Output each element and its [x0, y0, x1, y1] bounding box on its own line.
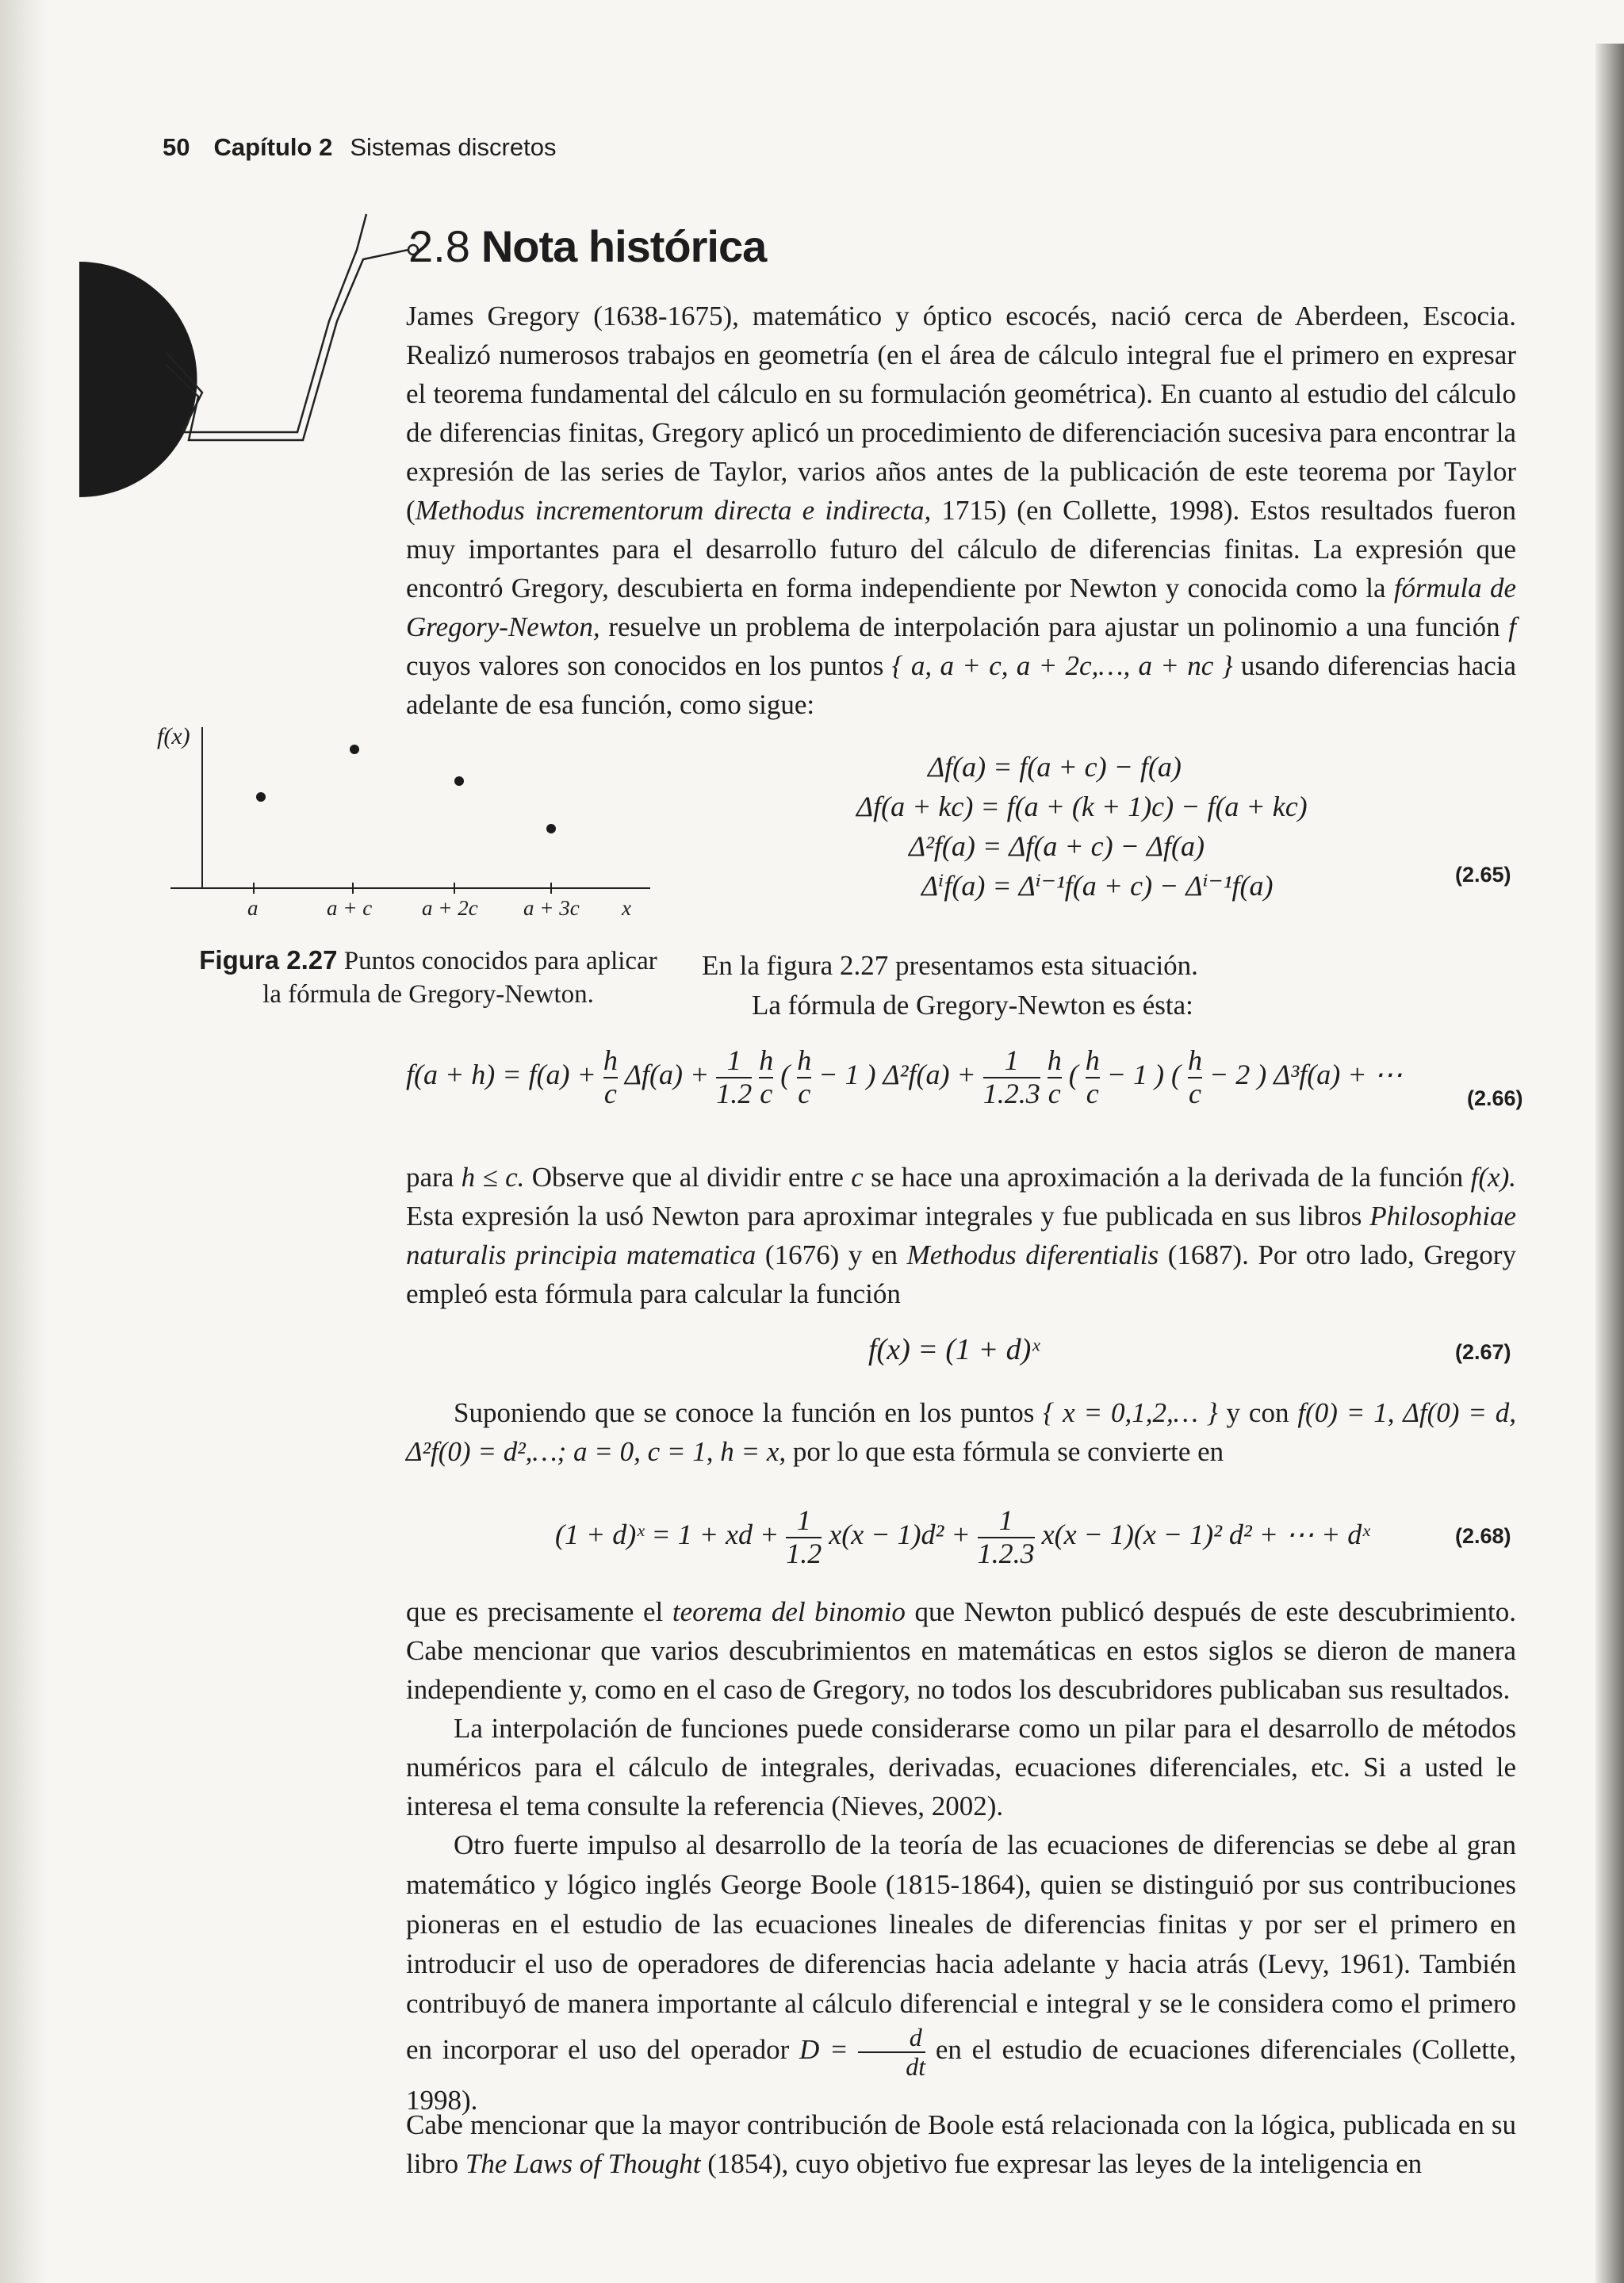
page-number: 50: [163, 133, 190, 161]
paragraph-gregory: [406, 297, 1516, 724]
equation-term: − 1 ) (: [1106, 1058, 1182, 1090]
equation-2-67: f(x) = (1 + d)ˣ: [868, 1333, 1040, 1366]
fraction-denominator: c: [1048, 1077, 1061, 1109]
fraction-denominator: c: [760, 1077, 773, 1109]
fraction-numerator: h: [1085, 1044, 1100, 1076]
figure-caption: [198, 944, 658, 1011]
data-point: [546, 824, 556, 833]
book-title: Methodus incrementorum directa e indirecta,: [415, 495, 932, 526]
equation-line: Δⁱf(a) = Δⁱ⁻¹f(a + c) − Δⁱ⁻¹f(a): [921, 870, 1274, 902]
text-run: para: [406, 1162, 462, 1193]
text-run: Observe que al dividir entre: [524, 1162, 852, 1193]
fraction-numerator: 1: [998, 1504, 1013, 1536]
chapter-label: Capítulo 2: [213, 133, 333, 161]
operator-symbol: D =: [799, 2034, 848, 2066]
book-title: Methodus diferentialis: [906, 1239, 1159, 1270]
intro-line: La fórmula de Gregory-Newton es ésta:: [752, 990, 1193, 1021]
caption-text: Puntos conocidos para aplicar la fórmula de Gregory-Newton.: [262, 947, 657, 1009]
section-number: 2.8: [408, 221, 470, 271]
equation-line: Δf(a) = f(a + c) − f(a): [928, 751, 1182, 783]
fraction-denominator: 1.2: [716, 1077, 753, 1109]
paragraph-boole: [406, 1825, 1516, 2120]
equation-term: − 2 ) Δ³f(a) + ⋯: [1209, 1058, 1403, 1090]
section-decoration-icon: [71, 202, 420, 504]
paragraph-assumptions: [406, 1393, 1516, 1471]
equation-term: Δf(a) +: [624, 1058, 710, 1090]
text-run: (1687). Por otro lado, Gregory empleó esta fórmula para calcular la función: [406, 1239, 1516, 1309]
fraction-denominator: c: [1086, 1077, 1099, 1109]
equation-number: (2.66): [1467, 1086, 1523, 1110]
text-run: James Gregory (1638-1675), matemático y óptico escocés, nació cerca de Aberdeen, Escocia. Realizó numerosos trabajos en geometría (en el área de cálculo integral fue el primero en expresar el teorema fundamental del cálculo en su formulación geométrica). En cuanto al estudio del cálculo de diferencias finitas, Gregory aplicó un procedimiento de diferenciación sucesiva para encontrar la expresión de las series de Taylor, varios años antes de la publicación de este teorema por Taylor (: [406, 301, 1516, 526]
paragraph-interpolation: La interpolación de funciones puede considerarse como un pilar para el desarrollo de métodos numéricos para el cálculo de integrales, derivadas, ecuaciones diferenciales, etc. Si a usted le interesa el tema consulte la referencia (Nieves, 2002).: [406, 1713, 1516, 1821]
section-heading: [408, 220, 766, 273]
fraction-denominator: c: [603, 1077, 617, 1109]
data-point: [454, 776, 464, 786]
fraction-numerator: h: [1047, 1044, 1062, 1076]
running-head: [163, 133, 556, 162]
fraction-numerator: d: [909, 2023, 922, 2051]
equation-2-65: [856, 747, 1396, 906]
equation-number: (2.68): [1455, 1524, 1511, 1548]
text-run: (1854), cuyo objetivo fue expresar las leyes de la inteligencia en: [700, 2148, 1423, 2179]
text-run: 1715) (en Collette, 1998). Estos resultados fueron muy importantes para el desarrollo futuro del cálculo de diferencias finitas. La expresión que encontró Gregory, descubierta en forma independiente por Newton y conocida como la: [406, 495, 1516, 603]
text-run: Esta expresión la usó Newton para aproximar integrales y fue publicada en sus libros: [406, 1201, 1370, 1232]
book-title: Philosophiae naturalis principia matematica: [406, 1201, 1516, 1270]
fraction-numerator: 1: [726, 1044, 741, 1076]
fraction-denominator: c: [1189, 1077, 1201, 1109]
x-tick-label: a + 3c: [523, 896, 580, 920]
equation-lhs: (1 + d)ˣ = 1 + xd +: [555, 1518, 779, 1550]
fraction-denominator: 1.2: [786, 1537, 822, 1569]
text-run: cuyos valores son conocidos en los puntos: [406, 650, 892, 681]
y-axis-label: f(x): [157, 723, 190, 749]
text-run: y con: [1217, 1397, 1298, 1428]
intro-line: En la figura 2.27 presentamos esta situación.: [702, 950, 1198, 981]
equation-line: Δ²f(a) = Δf(a + c) − Δf(a): [909, 830, 1205, 862]
paragraph-newton: [406, 1158, 1516, 1313]
fraction-numerator: h: [1188, 1044, 1203, 1076]
fraction-numerator: h: [797, 1044, 812, 1076]
text-run: por lo que esta fórmula se convierte en: [786, 1436, 1224, 1467]
equation-term: − 1 ) Δ²f(a) +: [818, 1058, 976, 1090]
equation-term: x(x − 1)d² +: [829, 1518, 971, 1550]
math-symbol: c: [851, 1162, 864, 1193]
book-title: The Laws of Thought: [465, 2148, 701, 2179]
x-tick-label: a + c: [327, 896, 373, 920]
x-tick-label: a: [247, 896, 259, 920]
fraction-numerator: h: [603, 1044, 618, 1076]
equation-number: (2.67): [1455, 1340, 1511, 1364]
fraction-numerator: 1: [796, 1504, 811, 1536]
formula-name: fórmula de Gregory-Newton,: [406, 573, 1516, 642]
text-run: usando diferencias hacia adelante de esa función, como sigue:: [406, 650, 1516, 720]
equation-line: Δf(a + kc) = f(a + (k + 1)c) − f(a + kc): [856, 791, 1308, 822]
text-run: que Newton publicó después de este descubrimiento. Cabe mencionar que varios descubrimientos en matemáticas en estos siglos se dieron de manera independiente y, como en el caso de Gregory, no todos los descubridores publicaban sus resultados.: [406, 1596, 1517, 1705]
figure-2-27-plot: [155, 718, 662, 924]
equation-term: (: [1068, 1058, 1078, 1090]
text-run: que es precisamente el: [406, 1596, 672, 1627]
equation-number: (2.65): [1455, 863, 1511, 887]
fraction-numerator: h: [759, 1044, 774, 1076]
data-point: [256, 792, 266, 802]
equation-term: x(x − 1)(x − 1)² d² + ⋯ + dˣ: [1041, 1518, 1370, 1550]
section-title: Nota histórica: [481, 221, 767, 271]
paragraph-binomial: [406, 1592, 1516, 1709]
scan-right-edge: [1595, 44, 1624, 2283]
x-tick-label: a + 2c: [422, 896, 478, 920]
fraction-denominator: dt: [858, 2051, 925, 2081]
equation-lhs: f(a + h) = f(a) +: [406, 1058, 596, 1090]
scan-left-edge: [0, 0, 48, 2283]
x-tick-label: x: [622, 896, 631, 920]
math-conditions: f(0) = 1, Δf(0) = d, Δ²f(0) = d²,…; a = 0, c = 1, h = x,: [406, 1397, 1516, 1467]
text-run: se hace una aproximación a la derivada de la función: [863, 1162, 1471, 1193]
paragraph-laws-of-thought: [406, 2105, 1516, 2183]
equation-2-68: [555, 1505, 1369, 1569]
text-run: Otro fuerte impulso al desarrollo de la teoría de las ecuaciones de diferencias se debe al gran matemático y lógico inglés George Boole (1815-1864), quien se distinguió por sus contribuciones pioneras en el estudio de las ecuaciones lineales de diferencias finitas y por ser el primero en introducir el uso de operadores de diferencias hacia adelante y hacia atrás (Levy, 1961). También contribuyó de manera importante al cálculo diferencial e integral y se le considera como el primero en incorporar el uso del operador: [406, 1829, 1516, 2066]
data-point: [350, 745, 359, 754]
math-condition: h ≤ c.: [461, 1162, 525, 1193]
math-points: { a, a + c, a + 2c,…, a + nc }: [891, 650, 1233, 681]
equation-2-66: [406, 1045, 1461, 1109]
caption-label: Figura 2.27: [199, 945, 338, 975]
text-run: en el estudio de ecuaciones diferenciales (Collette, 1998).: [406, 2034, 1517, 2116]
text-run: Suponiendo que se conoce la función en los puntos: [454, 1397, 1044, 1428]
math-symbol: f(x).: [1470, 1162, 1516, 1193]
fraction-numerator: 1: [1004, 1044, 1019, 1076]
fraction-denominator: 1.2.3: [977, 1537, 1035, 1569]
fraction-denominator: c: [798, 1077, 811, 1109]
math-symbol: f: [1508, 611, 1516, 642]
section-label: Sistemas discretos: [350, 133, 557, 161]
emphasis: teorema del binomio: [672, 1596, 906, 1627]
text-run: Cabe mencionar que la mayor contribución de Boole está relacionada con la lógica, publicada en su libro: [406, 2109, 1516, 2179]
fraction-denominator: 1.2.3: [982, 1077, 1040, 1109]
text-run: (1676) y en: [756, 1239, 907, 1270]
equation-term: (: [780, 1058, 791, 1090]
math-points: { x = 0,1,2,… }: [1043, 1397, 1218, 1428]
text-run: resuelve un problema de interpolación para ajustar un polinomio a una función: [599, 611, 1509, 642]
